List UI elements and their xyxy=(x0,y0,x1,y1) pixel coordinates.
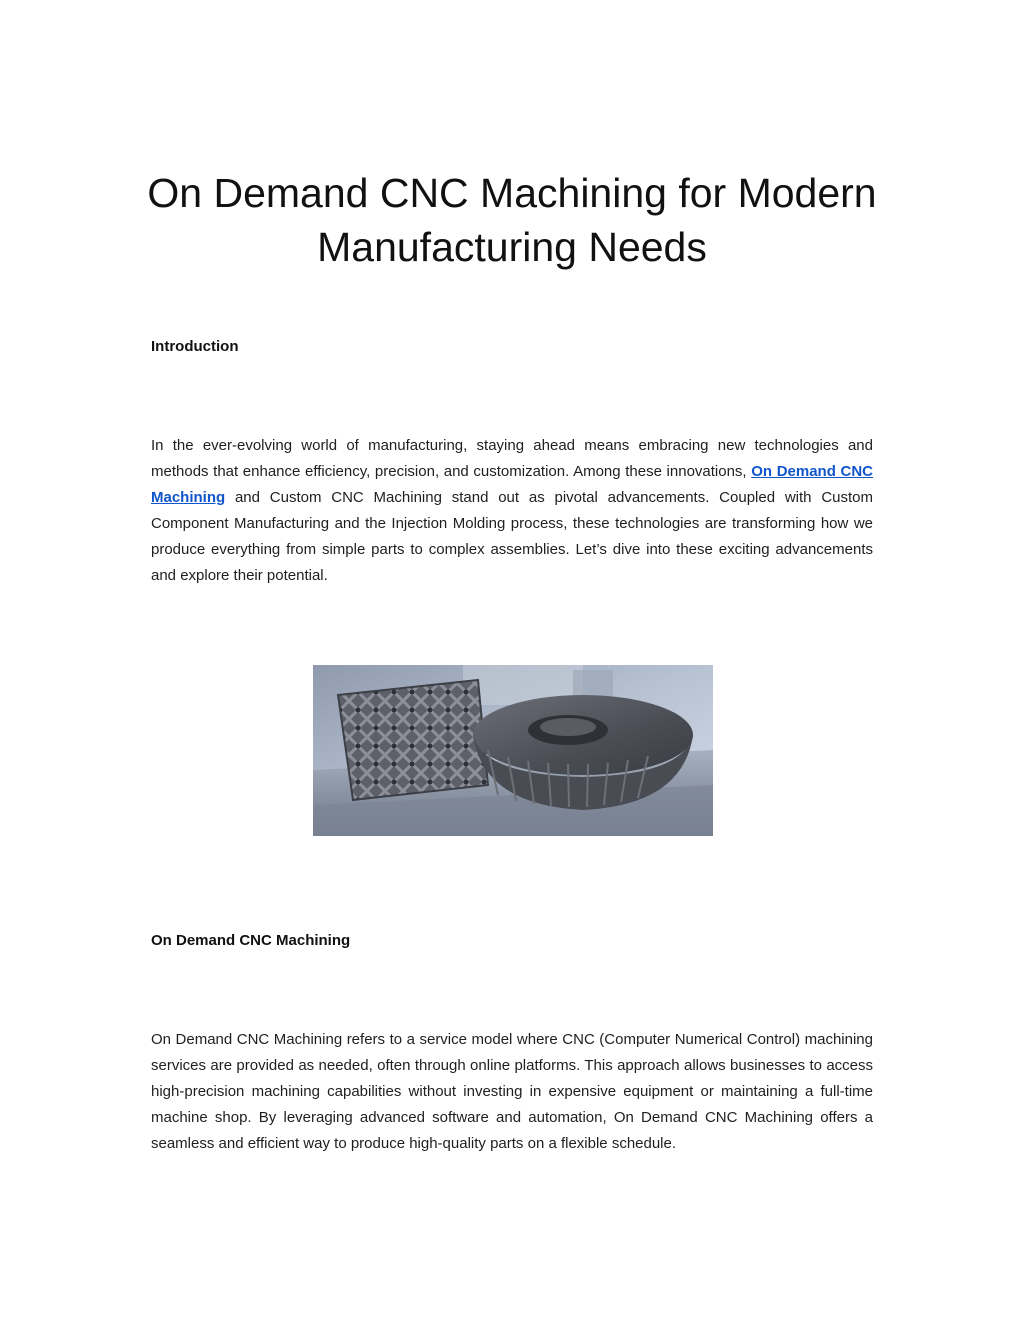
section-heading-on-demand-cnc: On Demand CNC Machining xyxy=(151,932,351,949)
intro-text-after-link: and Custom CNC Machining stand out as pivotal advancements. Coupled with Custom Component Manufacturing and the Injection Molding process, these technologies are transforming how we produce everything from simple parts to complex assemblies. Let’s dive into these exciting advancements and explore their potential. xyxy=(151,489,873,584)
machined-metal-parts-photo-icon xyxy=(313,665,713,836)
intro-text-before-link: In the ever-evolving world of manufacturing, staying ahead means embracing new technologies and methods that enhance efficiency, precision, and customization. Among these innovations, xyxy=(151,437,873,480)
on-demand-cnc-machining-link[interactable]: On Demand CNC Machining xyxy=(151,463,873,506)
section-heading-introduction: Introduction xyxy=(151,338,239,355)
on-demand-cnc-paragraph: On Demand CNC Machining refers to a service model where CNC (Computer Numerical Control) machining services are provided as needed, often through online platforms. This approach allows businesses to access high-precision machining capabilities without investing in expensive equipment or maintaining a full-time machine shop. By leveraging advanced software and automation, On Demand CNC Machining offers a seamless and efficient way to produce high-quality parts on a flexible schedule. xyxy=(151,1031,873,1152)
machined-parts-image xyxy=(313,665,713,836)
introduction-paragraph xyxy=(151,433,873,589)
page-title: On Demand CNC Machining for Modern Manufacturing Needs xyxy=(147,170,877,270)
